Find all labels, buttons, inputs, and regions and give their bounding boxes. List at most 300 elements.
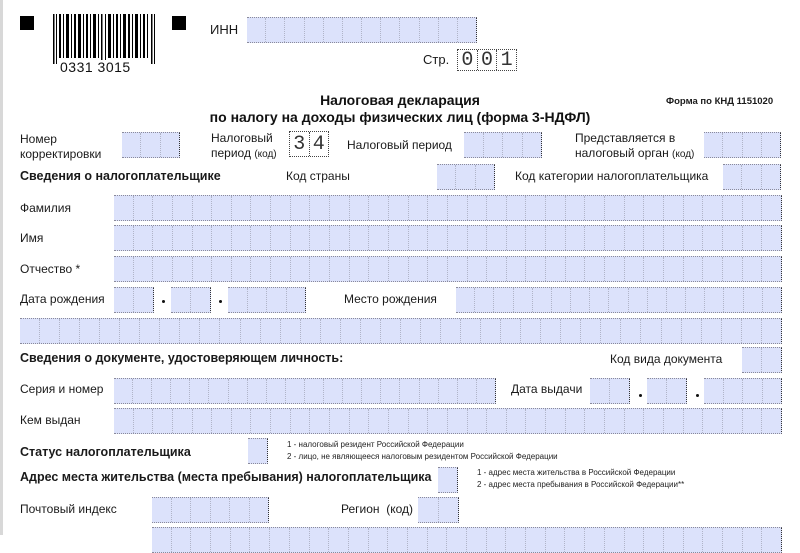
input-cell[interactable]: [546, 409, 566, 433]
input-cell[interactable]: [212, 196, 232, 220]
input-cell[interactable]: [441, 319, 461, 343]
input-cell[interactable]: [329, 528, 349, 552]
input-cell[interactable]: [723, 196, 743, 220]
input-cell[interactable]: [248, 379, 267, 403]
input-cell[interactable]: [723, 226, 743, 250]
input-cell[interactable]: [581, 319, 601, 343]
input-cell[interactable]: [487, 409, 507, 433]
input-cell[interactable]: [232, 226, 252, 250]
input-cell[interactable]: [152, 528, 172, 552]
tax-authority-field[interactable]: [704, 132, 781, 158]
input-cell[interactable]: [744, 288, 763, 312]
input-cell[interactable]: [514, 288, 533, 312]
input-cell[interactable]: [763, 288, 781, 312]
input-cell[interactable]: [743, 257, 763, 281]
input-cell[interactable]: [722, 319, 742, 343]
input-cell[interactable]: [521, 319, 541, 343]
authority-cell[interactable]: [704, 133, 723, 157]
input-cell[interactable]: [171, 288, 191, 312]
input-cell[interactable]: [114, 409, 134, 433]
input-cell[interactable]: [120, 319, 140, 343]
input-cell[interactable]: [350, 409, 370, 433]
input-cell[interactable]: [173, 409, 193, 433]
input-cell[interactable]: [664, 257, 684, 281]
input-cell[interactable]: [448, 257, 468, 281]
inn-cell[interactable]: [439, 18, 458, 42]
input-cell[interactable]: [662, 319, 682, 343]
input-cell[interactable]: [590, 288, 609, 312]
input-cell[interactable]: [762, 226, 781, 250]
input-cell[interactable]: [400, 379, 419, 403]
input-cell[interactable]: [389, 257, 409, 281]
input-cell[interactable]: [605, 409, 625, 433]
input-cell[interactable]: [80, 319, 100, 343]
input-cell[interactable]: [566, 196, 586, 220]
input-cell[interactable]: [481, 319, 501, 343]
birth-month-field[interactable]: [171, 287, 211, 313]
correction-cell[interactable]: [141, 133, 160, 157]
country-code-field[interactable]: [437, 164, 495, 190]
input-cell[interactable]: [541, 319, 561, 343]
input-cell[interactable]: [428, 257, 448, 281]
input-cell[interactable]: [114, 288, 134, 312]
input-cell[interactable]: [310, 226, 330, 250]
input-cell[interactable]: [448, 226, 468, 250]
input-cell[interactable]: [625, 409, 645, 433]
input-cell[interactable]: [428, 528, 448, 552]
input-cell[interactable]: [349, 528, 369, 552]
input-cell[interactable]: [251, 196, 271, 220]
input-cell[interactable]: [389, 409, 409, 433]
input-cell[interactable]: [526, 257, 546, 281]
address-type-field[interactable]: [438, 467, 458, 493]
input-cell[interactable]: [507, 226, 527, 250]
input-cell[interactable]: [193, 409, 213, 433]
input-cell[interactable]: [625, 528, 645, 552]
input-cell[interactable]: [401, 319, 421, 343]
status-field[interactable]: [248, 438, 268, 464]
input-cell[interactable]: [723, 257, 743, 281]
input-cell[interactable]: [330, 226, 350, 250]
input-cell[interactable]: [310, 409, 330, 433]
input-cell[interactable]: [546, 257, 566, 281]
input-cell[interactable]: [565, 528, 585, 552]
input-cell[interactable]: [251, 226, 271, 250]
input-cell[interactable]: [705, 288, 724, 312]
input-cell[interactable]: [526, 226, 546, 250]
input-cell[interactable]: [418, 498, 439, 522]
input-cell[interactable]: [271, 257, 291, 281]
inn-cell[interactable]: [305, 18, 324, 42]
input-cell[interactable]: [487, 196, 507, 220]
input-cell[interactable]: [350, 196, 370, 220]
period-code-field[interactable]: [289, 131, 329, 157]
input-cell[interactable]: [40, 319, 60, 343]
input-cell[interactable]: [229, 379, 248, 403]
input-cell[interactable]: [743, 409, 763, 433]
category-code-field[interactable]: [723, 164, 781, 190]
input-cell[interactable]: [291, 196, 311, 220]
input-cell[interactable]: [153, 226, 173, 250]
issue-month-field[interactable]: [647, 378, 687, 404]
input-cell[interactable]: [228, 288, 248, 312]
issued-by-field[interactable]: [114, 408, 782, 434]
surname-field[interactable]: [114, 195, 782, 221]
input-cell[interactable]: [271, 409, 291, 433]
input-cell[interactable]: [310, 257, 330, 281]
input-cell[interactable]: [610, 379, 629, 403]
issue-day-field[interactable]: [590, 378, 630, 404]
input-cell[interactable]: [232, 409, 252, 433]
input-cell[interactable]: [369, 226, 389, 250]
input-cell[interactable]: [341, 319, 361, 343]
input-cell[interactable]: [590, 379, 610, 403]
input-cell[interactable]: [291, 257, 311, 281]
input-cell[interactable]: [191, 288, 210, 312]
input-cell[interactable]: [743, 196, 763, 220]
input-cell[interactable]: [629, 288, 648, 312]
category-cell[interactable]: [742, 165, 761, 189]
input-cell[interactable]: [644, 528, 664, 552]
input-cell[interactable]: [211, 498, 231, 522]
input-cell[interactable]: [487, 226, 507, 250]
input-cell[interactable]: [248, 439, 267, 463]
country-cell[interactable]: [456, 165, 475, 189]
authority-cell[interactable]: [762, 133, 780, 157]
input-cell[interactable]: [191, 498, 211, 522]
input-cell[interactable]: [171, 379, 190, 403]
input-cell[interactable]: [439, 498, 459, 522]
input-cell[interactable]: [625, 196, 645, 220]
input-cell[interactable]: [447, 528, 467, 552]
input-cell[interactable]: [601, 319, 621, 343]
input-cell[interactable]: [667, 379, 686, 403]
input-cell[interactable]: [428, 226, 448, 250]
input-cell[interactable]: [566, 226, 586, 250]
input-cell[interactable]: [507, 257, 527, 281]
input-cell[interactable]: [134, 257, 154, 281]
input-cell[interactable]: [409, 409, 429, 433]
correction-cell[interactable]: [122, 133, 141, 157]
input-cell[interactable]: [261, 319, 281, 343]
input-cell[interactable]: [448, 196, 468, 220]
postal-code-field[interactable]: [152, 497, 269, 523]
input-cell[interactable]: [458, 379, 477, 403]
input-cell[interactable]: [133, 379, 152, 403]
input-cell[interactable]: [684, 409, 704, 433]
input-cell[interactable]: [585, 409, 605, 433]
input-cell[interactable]: [664, 196, 684, 220]
input-cell[interactable]: [172, 528, 192, 552]
birth-place-field[interactable]: [456, 287, 782, 313]
input-cell[interactable]: [343, 379, 362, 403]
input-cell[interactable]: [684, 528, 704, 552]
input-cell[interactable]: [286, 379, 305, 403]
input-cell[interactable]: [703, 196, 723, 220]
input-cell[interactable]: [467, 528, 487, 552]
input-cell[interactable]: [134, 288, 153, 312]
input-cell[interactable]: [381, 319, 401, 343]
input-cell[interactable]: [743, 226, 763, 250]
input-cell[interactable]: [173, 226, 193, 250]
input-cell[interactable]: [461, 319, 481, 343]
input-cell[interactable]: [362, 379, 381, 403]
input-cell[interactable]: [684, 257, 704, 281]
input-cell[interactable]: [409, 257, 429, 281]
input-cell[interactable]: [641, 319, 661, 343]
input-cell[interactable]: [743, 379, 763, 403]
input-cell[interactable]: [421, 319, 441, 343]
input-cell[interactable]: [270, 528, 290, 552]
input-cell[interactable]: [134, 226, 154, 250]
input-cell[interactable]: [762, 196, 781, 220]
input-cell[interactable]: [477, 379, 495, 403]
input-cell[interactable]: [241, 319, 261, 343]
input-cell[interactable]: [507, 196, 527, 220]
input-cell[interactable]: [232, 257, 252, 281]
input-cell[interactable]: [571, 288, 590, 312]
input-cell[interactable]: [212, 257, 232, 281]
inn-cell[interactable]: [324, 18, 343, 42]
country-cell[interactable]: [437, 165, 456, 189]
input-cell[interactable]: [212, 409, 232, 433]
input-cell[interactable]: [248, 288, 268, 312]
input-cell[interactable]: [271, 196, 291, 220]
input-cell[interactable]: [605, 528, 625, 552]
inn-cell[interactable]: [458, 18, 476, 42]
input-cell[interactable]: [501, 319, 521, 343]
input-cell[interactable]: [291, 409, 311, 433]
input-cell[interactable]: [267, 379, 286, 403]
input-cell[interactable]: [644, 196, 664, 220]
input-cell[interactable]: [389, 226, 409, 250]
input-cell[interactable]: [200, 319, 220, 343]
name-field[interactable]: [114, 225, 782, 251]
input-cell[interactable]: [408, 528, 428, 552]
inn-cell[interactable]: [400, 18, 419, 42]
input-cell[interactable]: [723, 528, 743, 552]
input-cell[interactable]: [321, 319, 341, 343]
input-cell[interactable]: [647, 379, 667, 403]
birth-day-field[interactable]: [114, 287, 154, 313]
input-cell[interactable]: [546, 528, 566, 552]
input-cell[interactable]: [585, 196, 605, 220]
input-cell[interactable]: [703, 226, 723, 250]
doc-type-field[interactable]: [742, 347, 782, 373]
input-cell[interactable]: [703, 257, 723, 281]
input-cell[interactable]: [153, 409, 173, 433]
input-cell[interactable]: [369, 409, 389, 433]
input-cell[interactable]: [621, 319, 641, 343]
inn-cell[interactable]: [381, 18, 400, 42]
input-cell[interactable]: [114, 226, 134, 250]
inn-cell[interactable]: [247, 18, 266, 42]
input-cell[interactable]: [100, 319, 120, 343]
input-cell[interactable]: [552, 288, 571, 312]
input-cell[interactable]: [468, 409, 488, 433]
input-cell[interactable]: [114, 257, 134, 281]
input-cell[interactable]: [644, 257, 664, 281]
input-cell[interactable]: [684, 196, 704, 220]
input-cell[interactable]: [743, 528, 763, 552]
input-cell[interactable]: [762, 528, 781, 552]
input-cell[interactable]: [114, 196, 134, 220]
input-cell[interactable]: [381, 379, 400, 403]
input-cell[interactable]: [566, 409, 586, 433]
input-cell[interactable]: [526, 409, 546, 433]
input-cell[interactable]: [507, 409, 527, 433]
input-cell[interactable]: [287, 288, 306, 312]
input-cell[interactable]: [152, 379, 171, 403]
input-cell[interactable]: [546, 226, 566, 250]
inn-field[interactable]: [247, 17, 477, 43]
country-cell[interactable]: [476, 165, 494, 189]
input-cell[interactable]: [644, 226, 664, 250]
input-cell[interactable]: [152, 498, 172, 522]
input-cell[interactable]: [506, 528, 526, 552]
series-number-field[interactable]: [114, 378, 496, 404]
input-cell[interactable]: [251, 257, 271, 281]
input-cell[interactable]: [494, 288, 513, 312]
input-cell[interactable]: [456, 288, 475, 312]
period-code-cell[interactable]: 3: [290, 132, 310, 156]
input-cell[interactable]: [605, 196, 625, 220]
input-cell[interactable]: [193, 257, 213, 281]
input-cell[interactable]: [684, 226, 704, 250]
input-cell[interactable]: [330, 257, 350, 281]
input-cell[interactable]: [438, 468, 457, 492]
inn-cell[interactable]: [285, 18, 304, 42]
input-cell[interactable]: [350, 257, 370, 281]
input-cell[interactable]: [305, 379, 324, 403]
input-cell[interactable]: [468, 226, 488, 250]
input-cell[interactable]: [211, 528, 231, 552]
input-cell[interactable]: [173, 196, 193, 220]
input-cell[interactable]: [173, 257, 193, 281]
input-cell[interactable]: [703, 409, 723, 433]
input-cell[interactable]: [160, 319, 180, 343]
input-cell[interactable]: [487, 257, 507, 281]
period-cell[interactable]: [484, 133, 504, 157]
inn-cell[interactable]: [420, 18, 439, 42]
input-cell[interactable]: [468, 257, 488, 281]
input-cell[interactable]: [664, 528, 684, 552]
input-cell[interactable]: [250, 528, 270, 552]
input-cell[interactable]: [682, 319, 702, 343]
input-cell[interactable]: [301, 319, 321, 343]
input-cell[interactable]: [428, 409, 448, 433]
input-cell[interactable]: [533, 288, 552, 312]
input-cell[interactable]: [546, 196, 566, 220]
input-cell[interactable]: [389, 196, 409, 220]
input-cell[interactable]: [324, 379, 343, 403]
input-cell[interactable]: [267, 288, 287, 312]
input-cell[interactable]: [475, 288, 494, 312]
input-cell[interactable]: [310, 528, 330, 552]
input-cell[interactable]: [330, 409, 350, 433]
input-cell[interactable]: [439, 379, 458, 403]
period-cell[interactable]: [523, 133, 542, 157]
authority-cell[interactable]: [743, 133, 762, 157]
input-cell[interactable]: [762, 319, 781, 343]
region-code-field[interactable]: [418, 497, 459, 523]
input-cell[interactable]: [742, 319, 762, 343]
input-cell[interactable]: [420, 379, 439, 403]
input-cell[interactable]: [664, 409, 684, 433]
authority-cell[interactable]: [723, 133, 742, 157]
input-cell[interactable]: [762, 409, 781, 433]
input-cell[interactable]: [361, 319, 381, 343]
district-field[interactable]: [152, 527, 782, 553]
inn-cell[interactable]: [343, 18, 362, 42]
inn-cell[interactable]: [362, 18, 381, 42]
input-cell[interactable]: [526, 528, 546, 552]
input-cell[interactable]: [585, 257, 605, 281]
input-cell[interactable]: [369, 257, 389, 281]
input-cell[interactable]: [409, 226, 429, 250]
birth-place-field-line2[interactable]: [20, 318, 782, 344]
input-cell[interactable]: [388, 528, 408, 552]
input-cell[interactable]: [762, 257, 781, 281]
input-cell[interactable]: [232, 196, 252, 220]
patronymic-field[interactable]: [114, 256, 782, 282]
input-cell[interactable]: [605, 226, 625, 250]
input-cell[interactable]: [566, 257, 586, 281]
input-cell[interactable]: [561, 319, 581, 343]
input-cell[interactable]: [648, 288, 667, 312]
input-cell[interactable]: [585, 226, 605, 250]
input-cell[interactable]: [271, 226, 291, 250]
input-cell[interactable]: [172, 498, 192, 522]
tax-period-field[interactable]: [464, 132, 542, 158]
input-cell[interactable]: [60, 319, 80, 343]
input-cell[interactable]: [290, 528, 310, 552]
input-cell[interactable]: [180, 319, 200, 343]
input-cell[interactable]: [140, 319, 160, 343]
input-cell[interactable]: [134, 409, 154, 433]
input-cell[interactable]: [625, 257, 645, 281]
input-cell[interactable]: [193, 226, 213, 250]
input-cell[interactable]: [369, 196, 389, 220]
input-cell[interactable]: [409, 196, 429, 220]
input-cell[interactable]: [667, 288, 686, 312]
period-cell[interactable]: [503, 133, 523, 157]
input-cell[interactable]: [190, 379, 209, 403]
input-cell[interactable]: [193, 196, 213, 220]
input-cell[interactable]: [230, 498, 250, 522]
input-cell[interactable]: [350, 226, 370, 250]
correction-number-field[interactable]: [122, 132, 180, 158]
input-cell[interactable]: [664, 226, 684, 250]
input-cell[interactable]: [605, 257, 625, 281]
input-cell[interactable]: [250, 498, 269, 522]
input-cell[interactable]: [644, 409, 664, 433]
input-cell[interactable]: [191, 528, 211, 552]
period-code-cell[interactable]: 4: [312, 132, 325, 156]
input-cell[interactable]: [585, 528, 605, 552]
input-cell[interactable]: [220, 319, 240, 343]
input-cell[interactable]: [625, 226, 645, 250]
category-cell[interactable]: [762, 165, 780, 189]
input-cell[interactable]: [153, 196, 173, 220]
category-cell[interactable]: [723, 165, 742, 189]
input-cell[interactable]: [702, 319, 722, 343]
input-cell[interactable]: [703, 528, 723, 552]
input-cell[interactable]: [20, 319, 40, 343]
issue-year-field[interactable]: [704, 378, 782, 404]
input-cell[interactable]: [231, 528, 251, 552]
input-cell[interactable]: [153, 257, 173, 281]
